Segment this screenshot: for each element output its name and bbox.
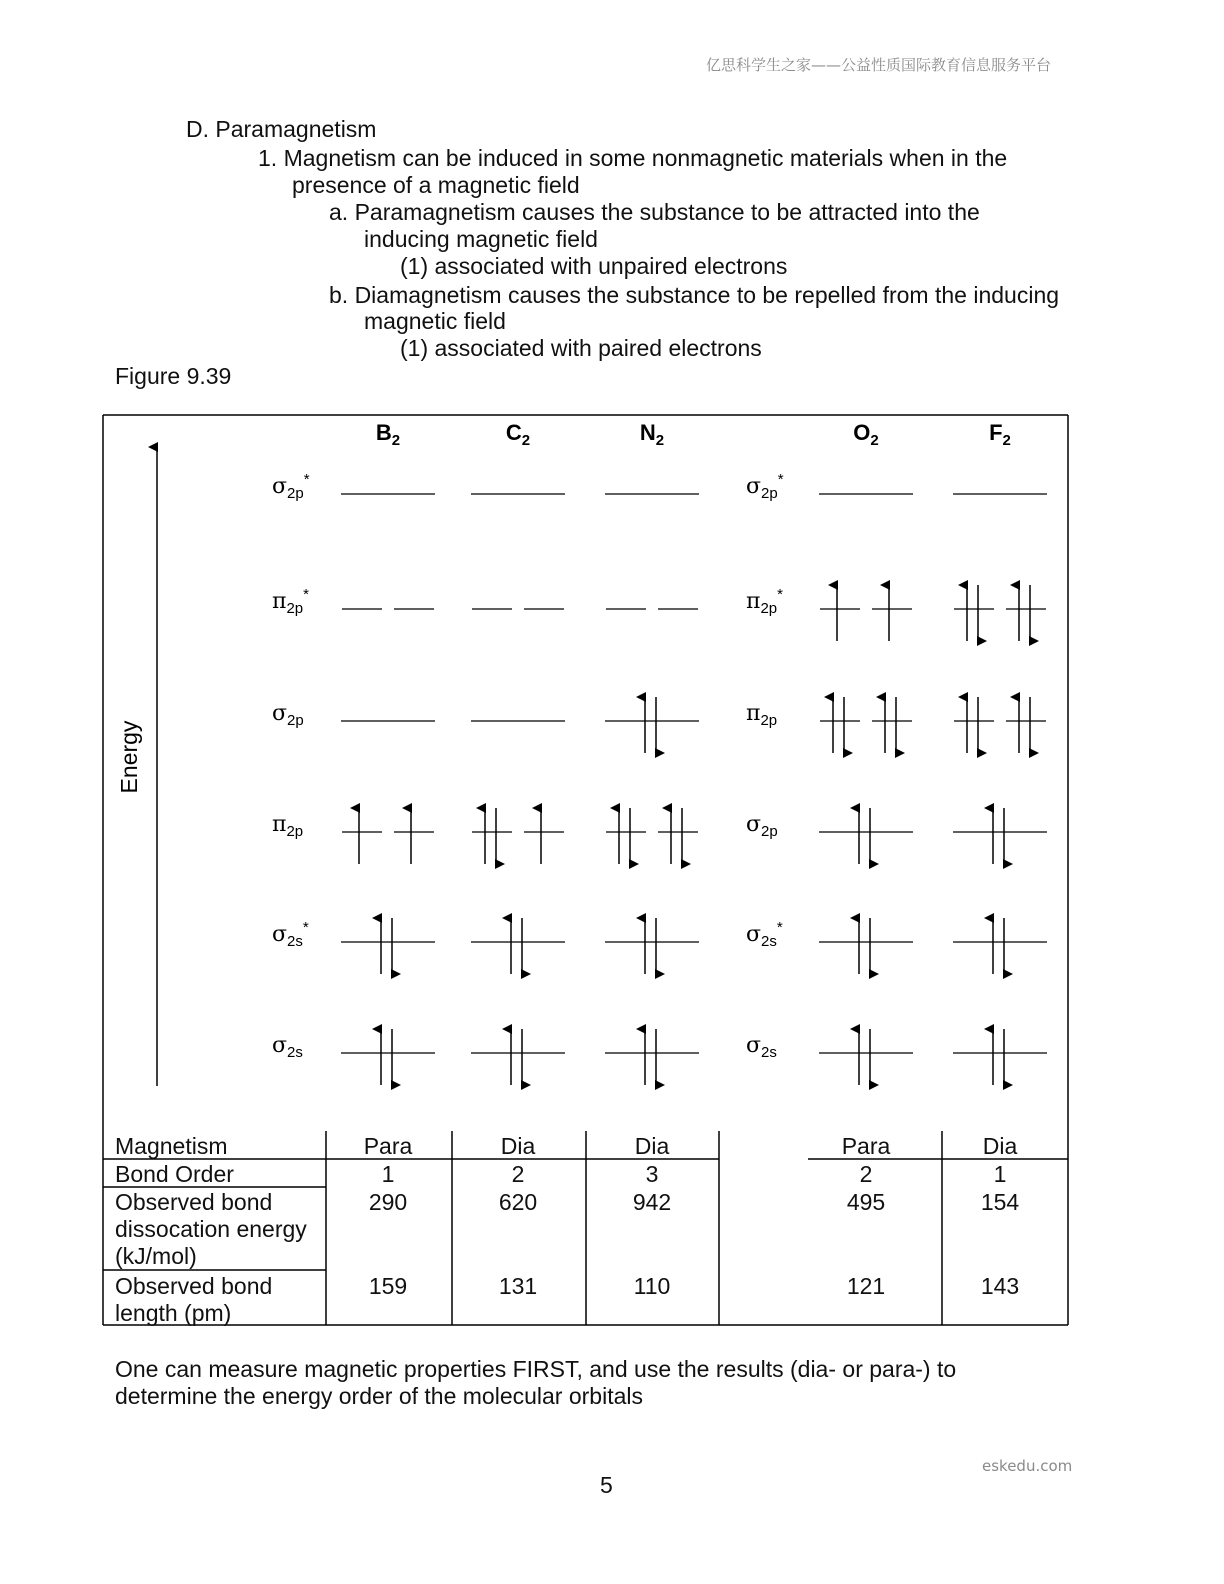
table-row-label: dissocation energy bbox=[115, 1216, 307, 1242]
outline-item-a-line-2: inducing magnetic field bbox=[364, 226, 598, 252]
figure-caption: Figure 9.39 bbox=[115, 363, 232, 389]
table-cell: Dia bbox=[634, 1133, 670, 1159]
section-heading: D. Paramagnetism bbox=[186, 116, 377, 142]
orbital-label: $\sigma_{2p}$ bbox=[746, 812, 778, 840]
table-cell: 620 bbox=[498, 1189, 538, 1215]
orbital-label: $\sigma_{2s}^*$ bbox=[272, 919, 309, 950]
table-cell: 121 bbox=[846, 1273, 886, 1299]
table-row-label: Bond Order bbox=[115, 1161, 234, 1187]
outline-item-b-line-2: magnetic field bbox=[364, 308, 506, 334]
orbital-label: $\pi_{2p}$ bbox=[746, 701, 778, 729]
table-row-label: (kJ/mol) bbox=[115, 1243, 197, 1269]
outline-item-a-sub: (1) associated with unpaired electrons bbox=[400, 253, 788, 279]
outline-item-b-sub: (1) associated with paired electrons bbox=[400, 335, 762, 361]
table-cell: 2 bbox=[859, 1161, 873, 1187]
table-cell: 3 bbox=[645, 1161, 659, 1187]
outline-item-a-line-1: a. Paramagnetism causes the substance to be attracted into the bbox=[329, 199, 980, 225]
orbital-label: $\sigma_{2s}^*$ bbox=[746, 919, 783, 950]
footer-note-line-1: One can measure magnetic properties FIRST, and use the results (dia- or para-) to bbox=[115, 1356, 957, 1382]
table-cell: 1 bbox=[993, 1161, 1007, 1187]
table-cell: 495 bbox=[846, 1189, 886, 1215]
footer-note-line-2: determine the energy order of the molecular orbitals bbox=[115, 1383, 644, 1409]
outline-item-1-line-1: 1. Magnetism can be induced in some nonmagnetic materials when in the bbox=[258, 145, 1008, 171]
orbital-label: $\sigma_{2s}$ bbox=[746, 1033, 777, 1061]
table-row-label: Observed bond bbox=[115, 1273, 273, 1299]
table-cell: 290 bbox=[368, 1189, 408, 1215]
page-number: 5 bbox=[600, 1472, 613, 1498]
molecule-header: $B_2$ bbox=[375, 420, 401, 449]
outline-item-1-line-2: presence of a magnetic field bbox=[292, 172, 580, 198]
table-cell: Dia bbox=[982, 1133, 1018, 1159]
molecule-header: $F_2$ bbox=[989, 420, 1011, 449]
outline-item-b-line-1: b. Diamagnetism causes the substance to be repelled from the inducing bbox=[329, 282, 1060, 308]
orbital-label: $\pi_{2p}^*$ bbox=[272, 586, 309, 617]
table-cell: Para bbox=[363, 1133, 413, 1159]
table-cell: 1 bbox=[381, 1161, 395, 1187]
table-cell: 110 bbox=[633, 1273, 671, 1299]
orbital-label: $\pi_{2p}$ bbox=[272, 812, 304, 840]
table-row-label: Magnetism bbox=[115, 1133, 228, 1159]
table-cell: 159 bbox=[368, 1273, 408, 1299]
orbital-label: $\sigma_{2s}$ bbox=[272, 1033, 303, 1061]
table-cell: 942 bbox=[632, 1189, 672, 1215]
molecule-header: $N_2$ bbox=[639, 420, 665, 449]
table-cell: 2 bbox=[511, 1161, 525, 1187]
table-cell: 131 bbox=[498, 1273, 538, 1299]
molecule-header: $O_2$ bbox=[853, 420, 879, 449]
table-row-label: Observed bond bbox=[115, 1189, 273, 1215]
molecule-header: $C_2$ bbox=[505, 420, 531, 449]
table-cell: Dia bbox=[500, 1133, 536, 1159]
orbital-label: $\pi_{2p}^*$ bbox=[746, 586, 783, 617]
orbital-label: $\sigma_{2p}^*$ bbox=[272, 471, 310, 502]
table-cell: Para bbox=[841, 1133, 891, 1159]
header-watermark: 亿思科学生之家——公益性质国际教育信息服务平台 bbox=[706, 56, 1052, 74]
energy-axis-label: Energy bbox=[116, 720, 142, 794]
table-cell: 143 bbox=[980, 1273, 1020, 1299]
table-cell: 154 bbox=[980, 1189, 1020, 1215]
orbital-label: $\sigma_{2p}^*$ bbox=[746, 471, 784, 502]
orbital-label: $\sigma_{2p}$ bbox=[272, 701, 304, 729]
table-row-label: length (pm) bbox=[115, 1300, 232, 1326]
footer-watermark: eskedu.com bbox=[982, 1457, 1073, 1475]
